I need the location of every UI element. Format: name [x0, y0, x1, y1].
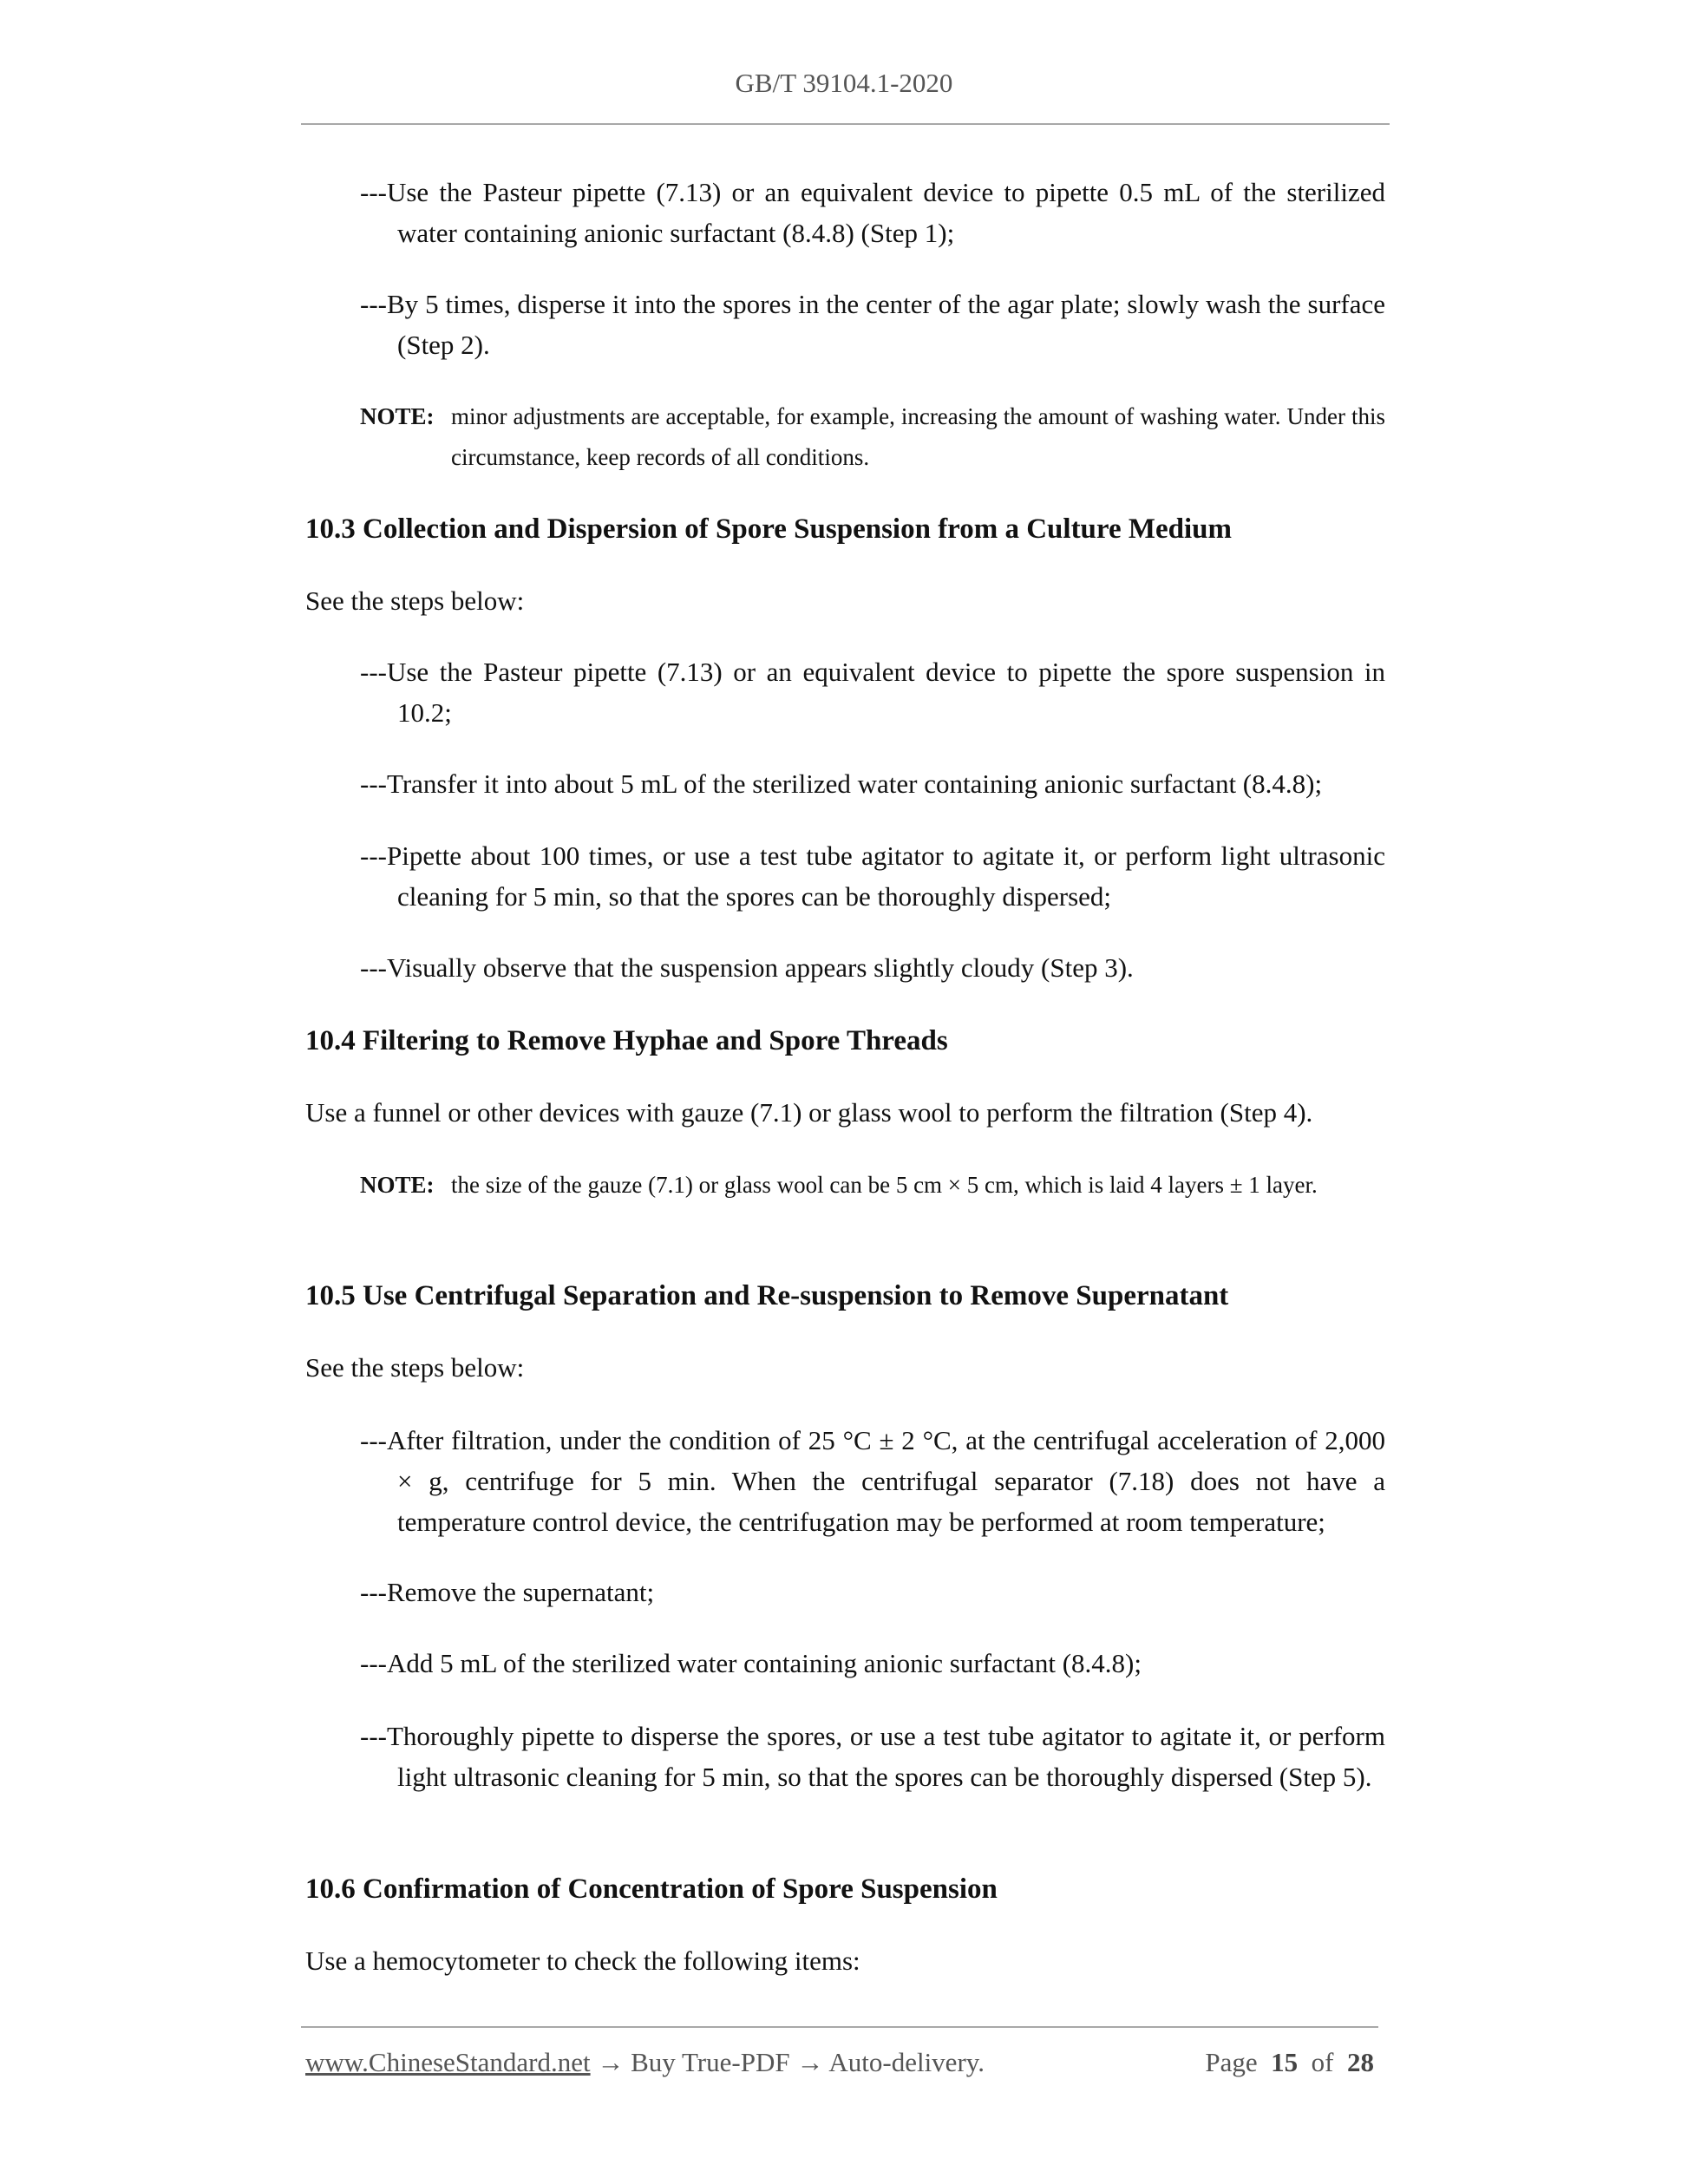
section-heading-10-3: 10.3 Collection and Dispersion of Spore Suspension from a Culture Medium	[305, 513, 1233, 545]
note-text: minor adjustments are acceptable, for example, increasing the amount of washing water. Under this circumstance, keep records of all conditions.	[451, 403, 1385, 470]
paragraph: Use a hemocytometer to check the following items:	[305, 1945, 860, 1976]
list-item: ---Use the Pasteur pipette (7.13) or an equivalent device to pipette 0.5 mL of the sterilized water containing anionic surfactant (8.4.8) (Step 1);	[360, 177, 1385, 248]
footer-divider	[301, 2026, 1378, 2028]
list-item: ---After filtration, under the condition of 25 °C ± 2 °C, at the centrifugal acceleration of 2,000 × g, centrifuge for 5 min. When the centrifugal separator (7.18) does not have a temperature control device, the centrifugation may be performed at room temperature;	[360, 1425, 1385, 1537]
note-label: NOTE:	[360, 1172, 435, 1198]
page-label: Page	[1205, 2047, 1258, 2077]
section-heading-10-5: 10.5 Use Centrifugal Separation and Re-suspension to Remove Supernatant	[305, 1280, 1229, 1311]
section-heading-10-6: 10.6 Confirmation of Concentration of Spore Suspension	[305, 1873, 998, 1905]
list-item: ---Visually observe that the suspension appears slightly cloudy (Step 3).	[360, 952, 1134, 983]
page-indicator	[1205, 2047, 1374, 2078]
paragraph: Use a funnel or other devices with gauze (7.1) or glass wool to perform the filtration (Step 4).	[305, 1097, 1313, 1128]
page-total: 28	[1347, 2047, 1374, 2077]
header-divider	[301, 123, 1390, 125]
list-item: ---Transfer it into about 5 mL of the sterilized water containing anionic surfactant (8.4.8);	[360, 768, 1323, 799]
page-number: 15	[1271, 2047, 1299, 2077]
footer-tagline: → Buy True-PDF → Auto-delivery.	[590, 2047, 985, 2077]
paragraph: See the steps below:	[305, 585, 525, 616]
document-id-header: GB/T 39104.1-2020	[735, 68, 953, 98]
paragraph: See the steps below:	[305, 1352, 525, 1383]
website-link[interactable]: www.ChineseStandard.net	[305, 2047, 591, 2077]
of-label: of	[1311, 2047, 1334, 2077]
note-text: the size of the gauze (7.1) or glass wool can be 5 cm × 5 cm, which is laid 4 layers ± 1 layer.	[451, 1172, 1318, 1198]
footer-left	[305, 2047, 985, 2078]
note	[360, 1165, 1385, 1206]
list-item: ---By 5 times, disperse it into the spores in the center of the agar plate; slowly wash the surface (Step 2).	[360, 289, 1385, 360]
note-label: NOTE:	[360, 403, 435, 429]
note	[360, 396, 1385, 478]
footer	[305, 2047, 1374, 2078]
list-item: ---Use the Pasteur pipette (7.13) or an equivalent device to pipette the spore suspension in 10.2;	[360, 657, 1385, 728]
list-item: ---Remove the supernatant;	[360, 1577, 655, 1607]
list-item: ---Thoroughly pipette to disperse the spores, or use a test tube agitator to agitate it, or perform light ultrasonic cleaning for 5 min, so that the spores can be thoroughly dispersed (Step 5).	[360, 1721, 1385, 1792]
section-heading-10-4: 10.4 Filtering to Remove Hyphae and Spore Threads	[305, 1025, 948, 1056]
list-item: ---Pipette about 100 times, or use a test tube agitator to agitate it, or perform light ultrasonic cleaning for 5 min, so that the spores can be thoroughly dispersed;	[360, 840, 1385, 912]
list-item: ---Add 5 mL of the sterilized water containing anionic surfactant (8.4.8);	[360, 1648, 1142, 1678]
